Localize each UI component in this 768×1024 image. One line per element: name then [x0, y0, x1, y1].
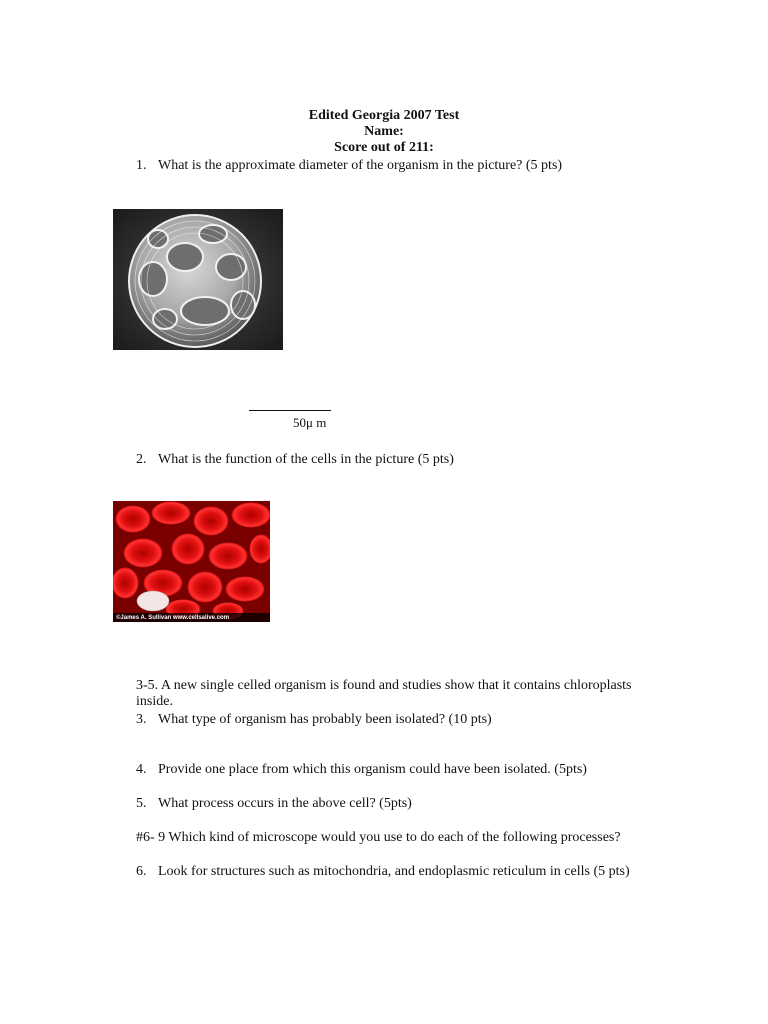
scale-bar-line: [249, 410, 331, 411]
question-number: 2.: [136, 452, 147, 467]
question-text: What type of organism has probably been isolated? (10 pts): [158, 712, 492, 727]
question-5: [136, 796, 412, 812]
blood-cells-micrograph: [113, 501, 270, 622]
question-text: What is the function of the cells in the picture (5 pts): [158, 452, 454, 467]
question-4: [136, 762, 587, 778]
red-blood-cells-icon: [113, 501, 270, 622]
question-number: 5.: [136, 796, 147, 811]
question-number: 4.: [136, 762, 147, 777]
question-number: 3.: [136, 712, 147, 727]
organism-micrograph: [113, 209, 283, 350]
name-label: Name:: [364, 124, 404, 139]
question-number: 6.: [136, 864, 147, 879]
question-6: [136, 864, 630, 880]
scale-bar-label: 50μ m: [293, 415, 327, 430]
intro-questions-6-9: #6- 9 Which kind of microscope would you use to do each of the following processes?: [136, 830, 621, 845]
test-title: Edited Georgia 2007 Test: [308, 108, 460, 123]
question-3: [136, 712, 492, 728]
question-text: What is the approximate diameter of the organism in the picture? (5 pts): [158, 158, 563, 173]
intro-questions-3-5: 3-5. A new single celled organism is found and studies show that it contains chloroplasts inside.: [136, 678, 632, 709]
question-2: [136, 452, 454, 468]
score-label: Score out of 211:: [334, 140, 434, 155]
question-1: [136, 158, 562, 174]
image-credit: ©James A. Sullivan www.cellsalive.com: [116, 615, 230, 621]
question-number: 1.: [136, 158, 147, 173]
question-text: What process occurs in the above cell? (5pts): [158, 796, 412, 811]
coccolithophore-icon: [113, 209, 283, 350]
question-text: Look for structures such as mitochondria, and endoplasmic reticulum in cells (5 pts): [158, 864, 630, 879]
question-text: Provide one place from which this organism could have been isolated. (5pts): [158, 762, 587, 777]
